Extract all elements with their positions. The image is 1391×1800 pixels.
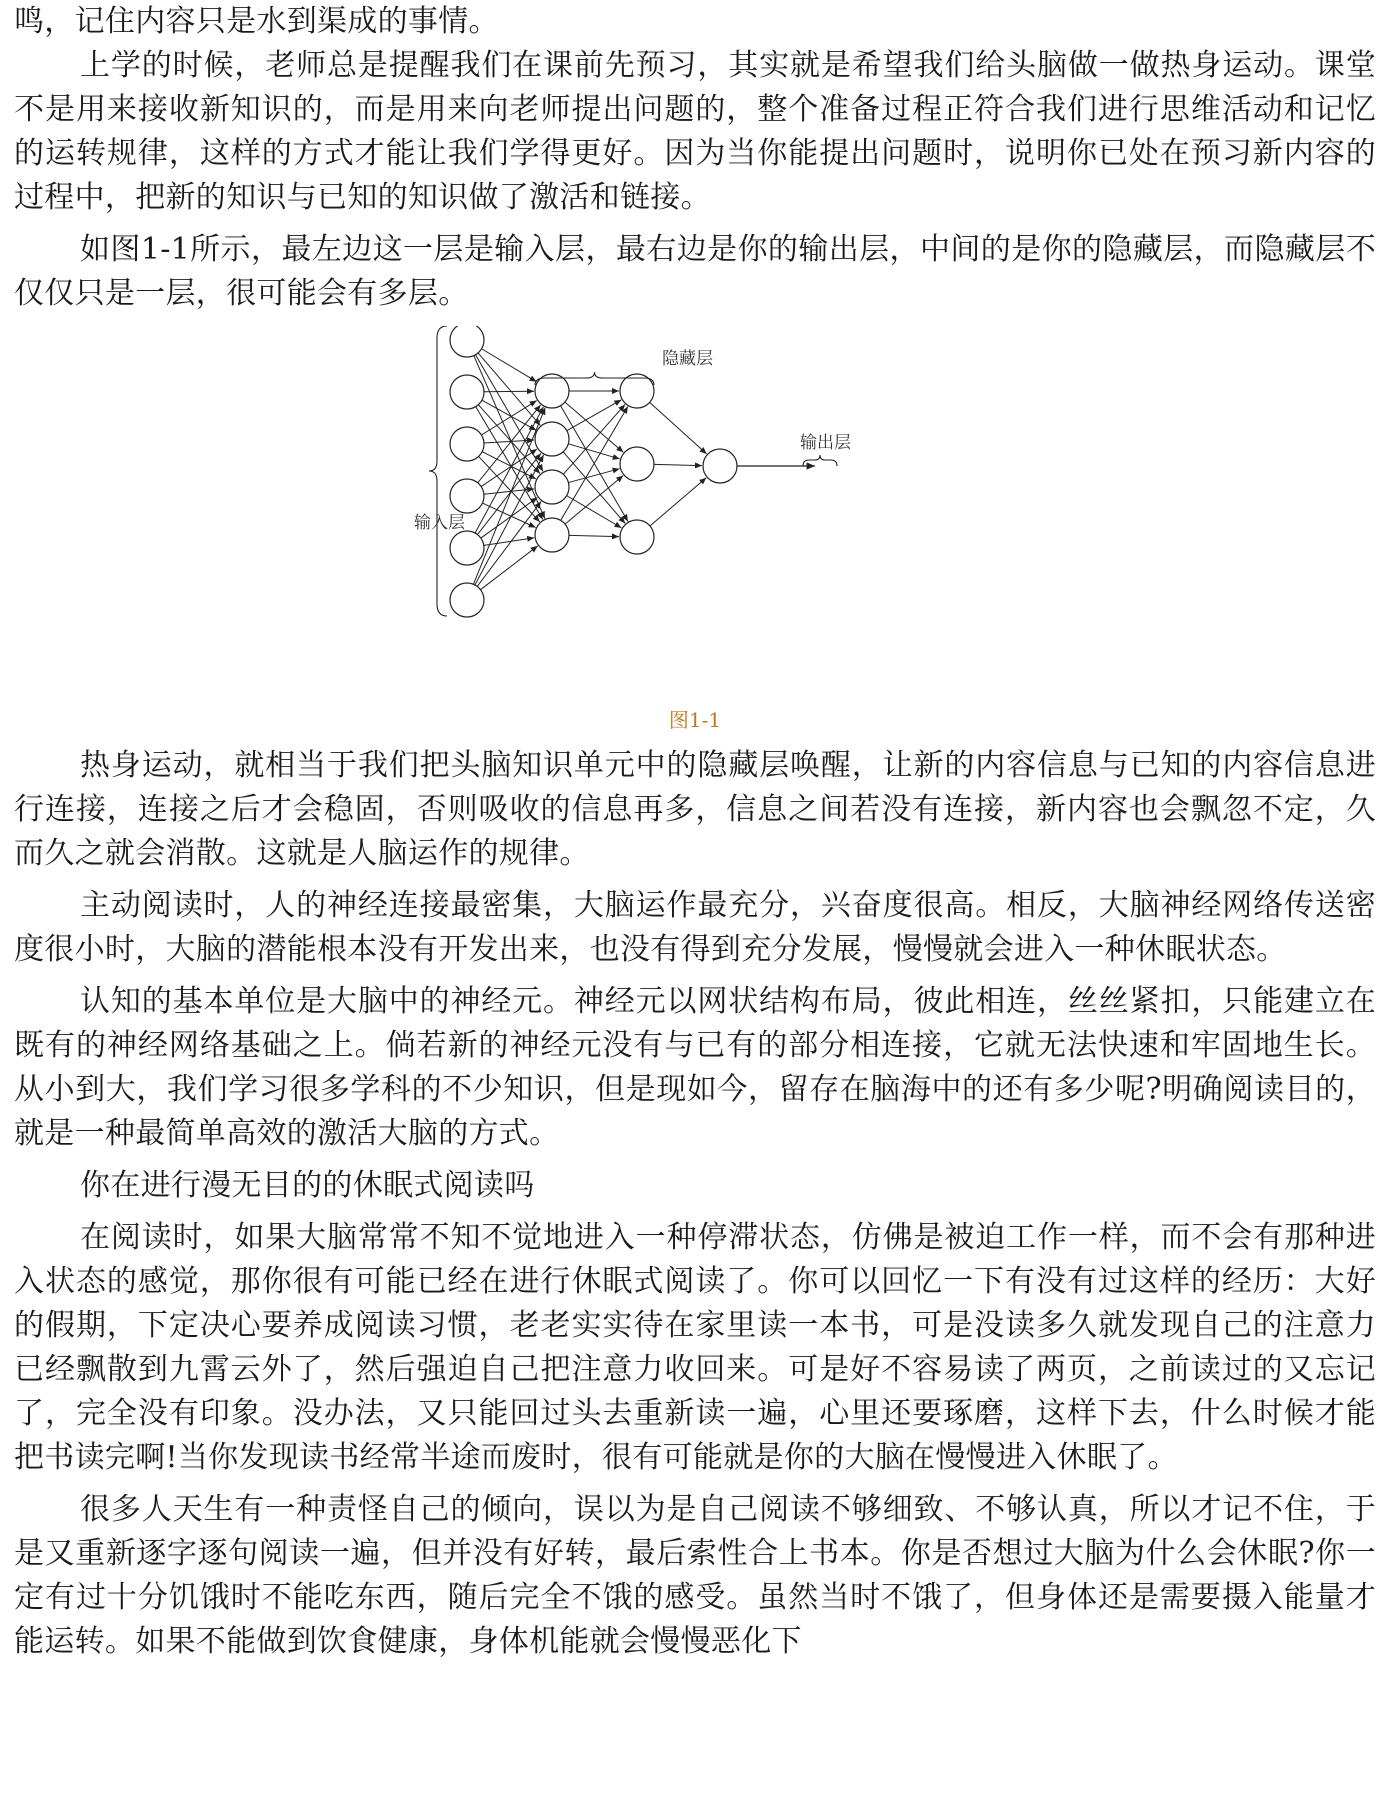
section-heading: 你在进行漫无目的的休眠式阅读吗 <box>80 1168 535 1203</box>
connection-l2-2-0 <box>650 478 706 526</box>
neuron-l1-2 <box>535 470 569 504</box>
neuron-l3-0 <box>703 449 737 483</box>
connection-l0-5-2 <box>477 501 541 586</box>
neuron-l0-4 <box>450 531 484 565</box>
neural-network-diagram <box>14 326 1376 696</box>
brace-input-layer <box>429 326 447 616</box>
connection-l0-3-3 <box>482 503 535 527</box>
connection-l2-0-0 <box>650 402 707 454</box>
connection-l1-1-0 <box>567 400 622 431</box>
label-output-layer: 输出层 <box>800 433 851 453</box>
label-input-layer: 输入层 <box>414 513 465 533</box>
connection-l0-5-1 <box>475 455 544 585</box>
connection-l0-5-3 <box>481 546 538 590</box>
paragraph-4: 主动阅读时，人的神经连接最密集，大脑运作最充分，兴奋度很高。相反，大脑神经网络传送密度很小时，大脑的潜能根本没有开发出来，也没有得到充分发展，慢慢就会进入一种休眠状态。 <box>14 888 1376 967</box>
connection-l0-1-1 <box>482 400 536 430</box>
neuron-l2-2 <box>620 520 654 554</box>
neuron-l0-5 <box>450 583 484 617</box>
label-hidden-layer: 隐藏层 <box>662 349 713 369</box>
neuron-l1-3 <box>535 518 569 552</box>
paragraph-8: 很多人天生有一种责怪自己的倾向，误以为是自己阅读不够细致、不够认真，所以才记不住，于是又重新逐字逐句阅读一遍，但并没有好转，最后索性合上书本。你是否想过大脑为什么会休眠?你一定有过十分饥饿时不能吃东西，随后完全不饿的感受。虽然当时不饿了，但身体还是需要摄入能量才能运转。如果不能做到饮食健康，身体机能就会慢慢恶化下 <box>14 1492 1376 1659</box>
paragraph-3: 热身运动，就相当于我们把头脑知识单元中的隐藏层唤醒，让新的内容信息与已知的内容信息进行连接，连接之后才会稳固，否则吸收的信息再多，信息之间若没有连接，新内容也会飘忽不定，久而久之就会消散。这就是人脑运作的规律。 <box>14 748 1376 871</box>
connection-l2-1-0 <box>654 464 702 465</box>
connection-l1-1-1 <box>568 444 619 459</box>
paragraph-5: 认知的基本单位是大脑中的神经元。神经元以网状结构布局，彼此相连，丝丝紧扣，只能建立在既有的神经网络基础之上。倘若新的神经元没有与已有的部分相连接，它就无法快速和牢固地生长。从小到大，我们学习很多学科的不少知识，但是现如今，留存在脑海中的还有多少呢?明确阅读目的，就是一种最简单高效的激活大脑的方式。 <box>14 984 1376 1151</box>
neuron-l2-1 <box>620 447 654 481</box>
figure-caption: 图1-1 <box>668 708 722 732</box>
document-page <box>14 0 1376 1664</box>
paragraph-7: 在阅读时，如果大脑常常不知不觉地进入一种停滞状态，仿佛是被迫工作一样，而不会有那种进入状态的感觉，那你很有可能已经在进行休眠式阅读了。你可以回忆一下有没有过这样的经历：大好的假期，下定决心要养成阅读习惯，老老实实待在家里读一本书，可是没读多久就发现自己的注意力已经飘散到九霄云外了，然后强迫自己把注意力收回来。可是好不容易读了两页，之前读过的又忘记了，完全没有印象。没办法，又只能回过头去重新读一遍，心里还要琢磨，这样下去，什么时候才能把书读完啊!当你发现读书经常半途而废时，很有可能就是你的大脑在慢慢进入休眠了。 <box>14 1220 1376 1475</box>
connection-l1-2-1 <box>568 469 619 483</box>
neuron-l0-1 <box>450 375 484 409</box>
neuron-l0-3 <box>450 479 484 513</box>
connection-l0-0-0 <box>482 349 537 382</box>
neuron-l1-1 <box>535 422 569 456</box>
paragraph-2: 如图1-1所示，最左边这一层是输入层，最右边是你的输出层，中间的是你的隐藏层，而隐藏层不仅仅只是一层，很可能会有多层。 <box>14 232 1376 311</box>
neural-network-figure <box>14 326 1376 744</box>
connection-l0-4-0 <box>475 407 543 533</box>
neuron-l0-2 <box>450 427 484 461</box>
paragraph-1: 上学的时候，老师总是提醒我们在课前先预习，其实就是希望我们给头脑做一做热身运动。课堂不是用来接收新知识的，而是用来向老师提出问题的，整个准备过程正符合我们进行思维活动和记忆的运转规律，这样的方式才能让我们学得更好。因为当你能提出问题时，说明你已处在预习新内容的过程中，把新的知识与已知的知识做了激活和链接。 <box>14 48 1376 215</box>
neuron-l0-0 <box>450 326 484 357</box>
connection-l0-1-0 <box>484 391 534 392</box>
paragraph-0: 鸣，记住内容只是水到渠成的事情。 <box>14 4 499 39</box>
connection-l1-3-2 <box>569 535 619 536</box>
brace-output-layer <box>803 455 837 466</box>
